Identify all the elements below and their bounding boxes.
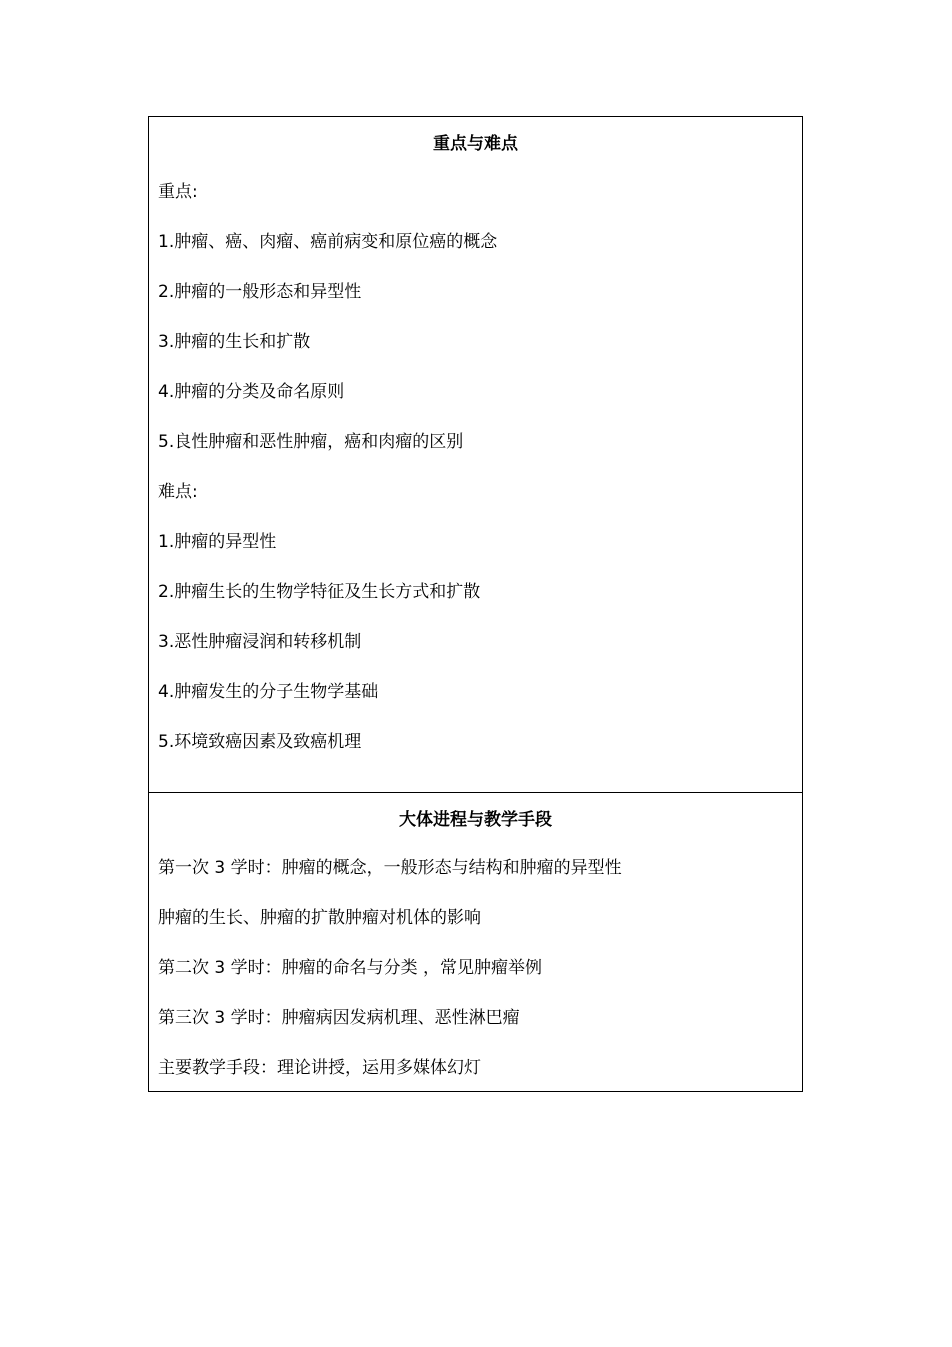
- key-point-item: 3.肿瘤的生长和扩散: [158, 332, 311, 352]
- key-point-item: 2.肿瘤的一般形态和异型性: [158, 282, 362, 302]
- progress-section-title: 大体进程与教学手段: [399, 810, 552, 830]
- teaching-methods-line: 主要教学手段：理论讲授，运用多媒体幻灯: [158, 1058, 481, 1078]
- difficult-points-label: 难点:: [158, 482, 198, 502]
- focus-section: [149, 117, 802, 792]
- key-point-item: 1.肿瘤、癌、肉瘤、癌前病变和原位癌的概念: [158, 232, 498, 252]
- key-point-item: 5.良性肿瘤和恶性肿瘤，癌和肉瘤的区别: [158, 432, 464, 452]
- difficult-point-item: 4.肿瘤发生的分子生物学基础: [158, 682, 379, 702]
- difficult-point-item: 2.肿瘤生长的生物学特征及生长方式和扩散: [158, 582, 481, 602]
- progress-line: 第二次 3 学时：肿瘤的命名与分类 ，常见肿瘤举例: [158, 958, 543, 978]
- key-point-item: 4.肿瘤的分类及命名原则: [158, 382, 345, 402]
- key-points-label: 重点:: [158, 182, 198, 202]
- difficult-point-item: 3.恶性肿瘤浸润和转移机制: [158, 632, 362, 652]
- progress-line: 第三次 3 学时：肿瘤病因发病机理、恶性淋巴瘤: [158, 1008, 520, 1028]
- difficult-point-item: 5.环境致癌因素及致癌机理: [158, 732, 362, 752]
- difficult-point-item: 1.肿瘤的异型性: [158, 532, 277, 552]
- progress-line: 第一次 3 学时：肿瘤的概念，一般形态与结构和肿瘤的异型性: [158, 858, 622, 878]
- focus-section-title: 重点与难点: [433, 134, 518, 154]
- progress-section: [149, 792, 802, 1091]
- syllabus-table: [148, 116, 803, 1092]
- progress-line: 肿瘤的生长、肿瘤的扩散肿瘤对机体的影响: [158, 908, 481, 928]
